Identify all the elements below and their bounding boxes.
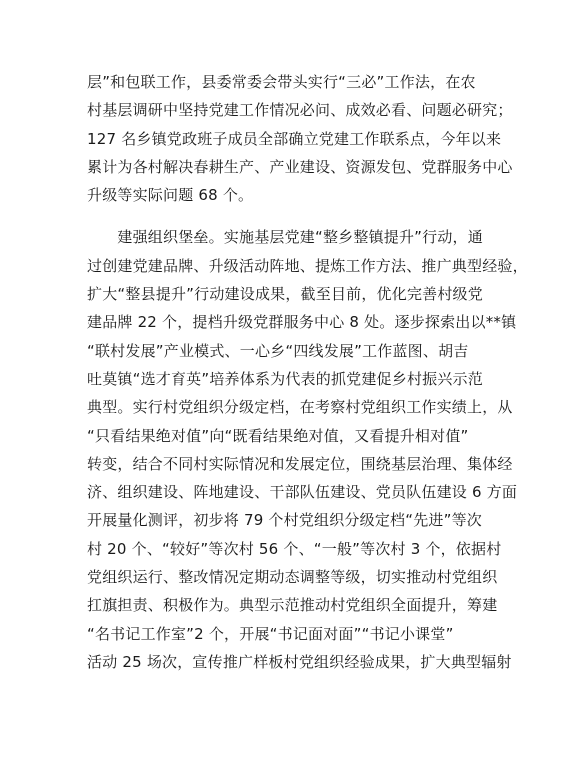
text-line: 吐莫镇“选才育英”培养体系为代表的抓党建促乡村振兴示范	[87, 369, 483, 388]
text-line: 建强组织堡垒。实施基层党建“整乡整镇提升”行动，通	[87, 228, 483, 247]
text-line: 开展量化测评，初步将 79 个村党组织分级定档“先进”等次	[87, 511, 482, 530]
paragraph-1	[87, 68, 513, 209]
text-line: 过创建党建品牌、升级活动阵地、提炼工作方法、推广典型经验，	[87, 256, 528, 275]
text-line: 建品牌 22 个，提档升级党群服务中心 8 处。逐步探索出以**镇	[87, 313, 517, 332]
text-line: 扩大“整县提升”行动建设成果，截至目前，优化完善村级党	[87, 285, 483, 304]
text-line: 活动 25 场次，宣传推广样板村党组织经验成果，扩大典型辐射	[87, 652, 512, 671]
paragraph-2	[87, 223, 528, 676]
text-line: “名书记工作室”2 个，开展“书记面对面”“书记小课堂”	[87, 624, 454, 643]
text-line: 127 名乡镇党政班子成员全部确立党建工作联系点，今年以来	[87, 129, 502, 148]
document-body	[87, 68, 528, 676]
text-line: 扛旗担责、积极作为。典型示范推动村党组织全面提升，筹建	[87, 596, 498, 615]
text-line: 典型。实行村党组织分级定档，在考察村党组织工作实绩上，从	[87, 398, 513, 417]
text-line: 层”和包联工作，县委常委会带头实行“三必”工作法，在农	[87, 73, 476, 91]
text-line: 村 20 个、“较好”等次村 56 个、“一般”等次村 3 个，依据村	[87, 539, 502, 558]
text-line: 累计为各村解决春耕生产、产业建设、资源发包、党群服务中心	[87, 157, 513, 176]
text-line: 转变，结合不同村实际情况和发展定位，围绕基层治理、集体经	[87, 454, 513, 473]
text-line: 升级等实际问题 68 个。	[87, 186, 254, 205]
text-line: “联村发展”产业模式、一心乡“四线发展”工作蓝图、胡吉	[87, 341, 469, 360]
text-line: 党组织运行、整改情况定期动态调整等级，切实推动村党组织	[87, 568, 498, 587]
text-line: “只看结果绝对值”向“既看结果绝对值，又看提升相对值”	[87, 426, 469, 445]
paragraph-gap	[87, 209, 507, 223]
text-line: 村基层调研中坚持党建工作情况必问、成效必看、问题必研究；	[87, 101, 513, 120]
text-line: 济、组织建设、阵地建设、干部队伍建设、党员队伍建设 6 方面	[87, 483, 518, 502]
